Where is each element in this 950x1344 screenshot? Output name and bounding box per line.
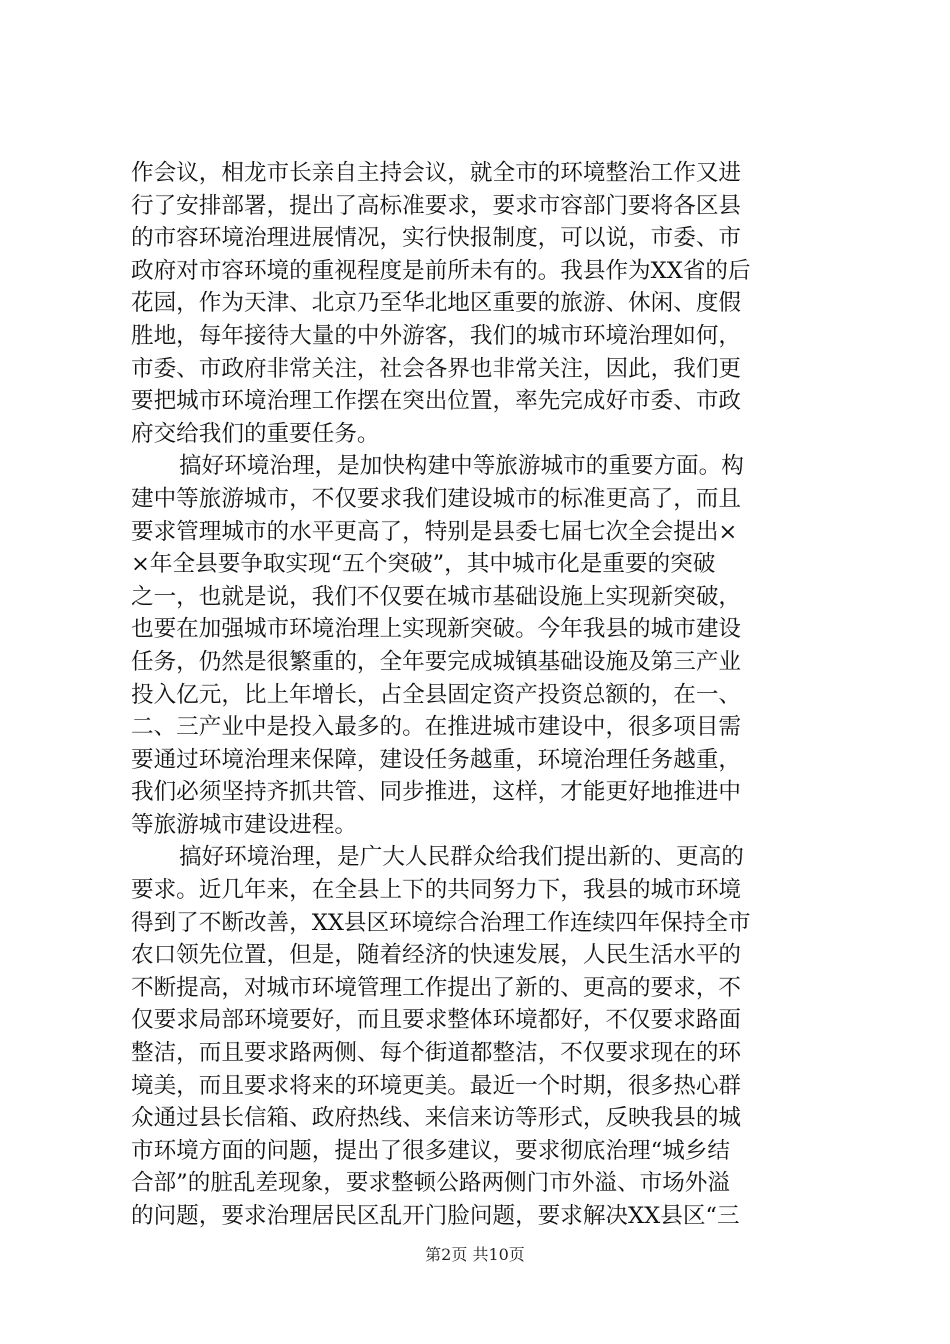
text-line: 作会议，相龙市长亲自主持会议，就全市的环境整治工作又进 [131,160,742,186]
text-line: 得到了不断改善，XX县区环境综合治理工作连续四年保持全市 [131,909,751,936]
text-line: 任务，仍然是很繁重的，全年要完成城镇基础设施及第三产业 [131,648,742,675]
text-line: ×年全县要争取实现“五个突破”，其中城市化是重要的突破 [131,551,716,578]
text-line: 市委、市政府非常关注，社会各界也非常关注，因此，我们更 [131,355,742,382]
text-line: 也要在加强城市环境治理上实现新突破。今年我县的城市建设 [131,616,742,643]
text-line: 要求。近几年来，在全县上下的共同努力下，我县的城市环境 [131,877,742,904]
text-line: 等旅游城市建设进程。 [131,811,357,838]
text-line: 我们必须坚持齐抓共管、同步推进，这样，才能更好地推进中 [131,779,742,806]
text-line: 农口领先位置，但是，随着经济的快速发展，人民生活水平的 [131,942,742,969]
text-line: 建中等旅游城市，不仅要求我们建设城市的标准更高了，而且 [131,485,742,512]
text-line: 花园，作为天津、北京乃至华北地区重要的旅游、休闲、度假 [131,290,742,317]
text-line: 要把城市环境治理工作摆在突出位置，率先完成好市委、市政 [131,388,742,415]
text-line: 行了安排部署，提出了高标准要求，要求市容部门要将各区县 [131,192,742,219]
page-number-footer: 第2页 共10页 [425,1245,525,1264]
text-line: 的市容环境治理进展情况，实行快报制度，可以说，市委、市 [131,225,742,252]
text-line: 市环境方面的问题，提出了很多建议，要求彻底治理“城乡结 [131,1137,730,1164]
text-line: 不断提高，对城市环境管理工作提出了新的、更高的要求，不 [131,974,742,1001]
text-line: 要通过环境治理来保障，建设任务越重，环境治理任务越重， [131,746,742,773]
text-line: 仅要求局部环境要好，而且要求整体环境都好，不仅要求路面 [131,1007,742,1034]
text-line: 合部”的脏乱差现象，要求整顿公路两侧门市外溢、市场外溢 [131,1170,730,1197]
text-line: 二、三产业中是投入最多的。在推进城市建设中，很多项目需 [131,714,742,741]
text-line: 投入亿元，比上年增长，占全县固定资产投资总额的，在一、 [131,681,742,708]
text-line: 要求管理城市的水平更高了，特别是县委七届七次全会提出× [131,518,738,545]
text-line: 之一，也就是说，我们不仅要在城市基础设施上实现新突破， [131,583,742,610]
text-line: 胜地，每年接待大量的中外游客，我们的城市环境治理如何， [131,322,742,349]
text-line: 政府对市容环境的重视程度是前所未有的。我县作为XX省的后 [131,257,751,284]
body-text [131,157,831,1233]
paragraph-start-line: 搞好环境治理，是加快构建中等旅游城市的重要方面。构 [179,453,744,480]
text-line: 的问题，要求治理居民区乱开门脸问题，要求解决XX县区“三 [131,1203,740,1229]
text-line: 府交给我们的重要任务。 [131,420,380,447]
text-line: 境美，而且要求将来的环境更美。最近一个时期，很多热心群 [131,1072,742,1099]
paragraph-start-line: 搞好环境治理，是广大人民群众给我们提出新的、更高的 [179,844,744,871]
text-line: 众通过县长信箱、政府热线、来信来访等形式，反映我县的城 [131,1105,742,1132]
text-line: 整洁，而且要求路两侧、每个街道都整洁，不仅要求现在的环 [131,1040,742,1067]
